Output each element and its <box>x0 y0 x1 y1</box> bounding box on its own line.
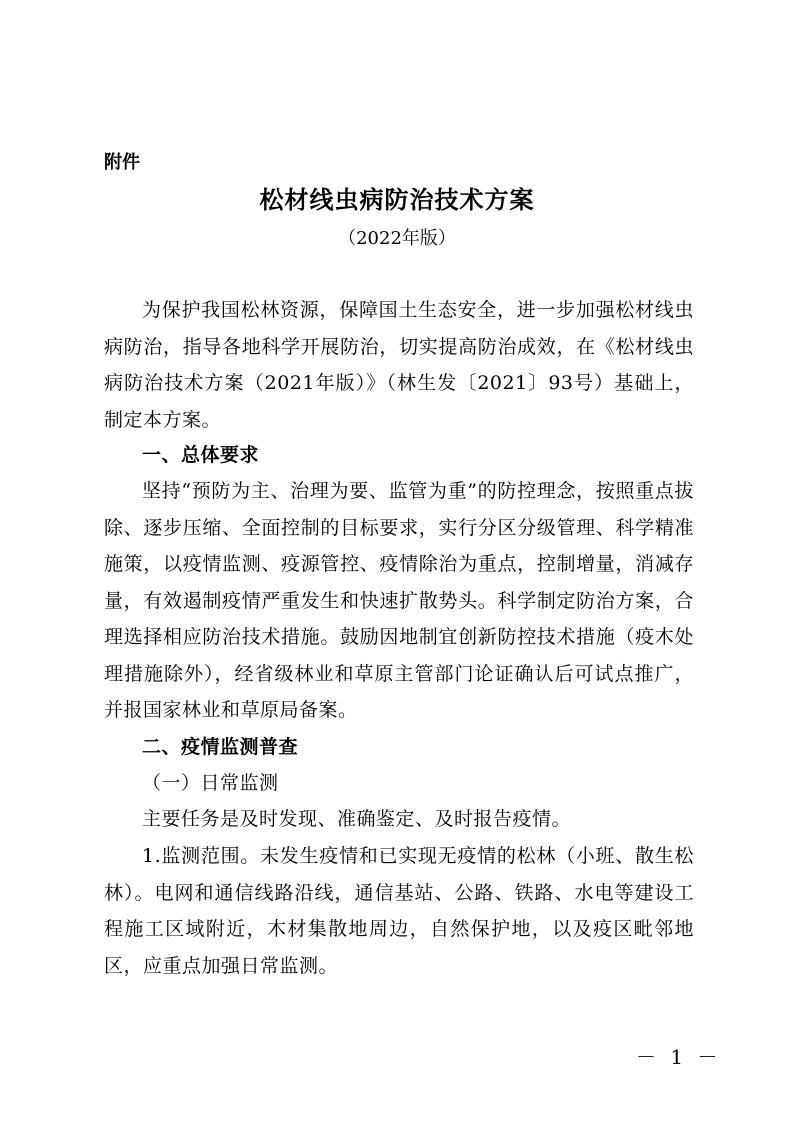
general-requirements-paragraph: 坚持“预防为主、治理为要、监管为重”的防控理念，按照重点拔除、逐步压缩、全面控制的目标要求，实行分区分级管理、科学精准施策，以疫情监测、疫源管控、疫情除治为重点，控制增量，消减存量，有效遏制疫情严重发生和快速扩散势头。科学制定防治方案，合理选择相应防治技术措施。鼓励因地制宜创新防控技术措施（疫木处理措施除外），经省级林业和草原主管部门论证确认后可试点推广，并报国家林业和草原局备案。 <box>104 480 694 721</box>
daily-monitoring-paragraph: 主要任务是及时发现、准确鉴定、及时报告疫情。 <box>142 808 572 830</box>
monitoring-scope-paragraph: 1.监测范围。未发生疫情和已实现无疫情的松林（小班、散生松林）。电网和通信线路沿线，通信基站、公路、铁路、水电等建设工程施工区域附近，木材集散地周边，自然保护地，以及疫区毗邻地区，应重点加强日常监测。 <box>104 845 694 977</box>
subsection-heading-daily-monitoring: （一）日常监测 <box>142 772 279 794</box>
attachment-label: 附件 <box>104 152 140 173</box>
section-heading-general-requirements: 一、总体要求 <box>142 444 260 466</box>
document-title: 松材线虫病防治技术方案 <box>259 185 535 214</box>
intro-paragraph: 为保护我国松林资源，保障国土生态安全，进一步加强松材线虫病防治，指导各地科学开展防治，切实提高防治成效，在《松材线虫病防治技术方案（2021年版）》（林生发〔2021〕93号）基础上，制定本方案。 <box>104 299 694 431</box>
page-number: － 1 － <box>636 1045 722 1069</box>
section-heading-monitoring-survey: 二、疫情监测普查 <box>142 736 299 758</box>
document-subtitle: （2022年版） <box>338 228 456 249</box>
